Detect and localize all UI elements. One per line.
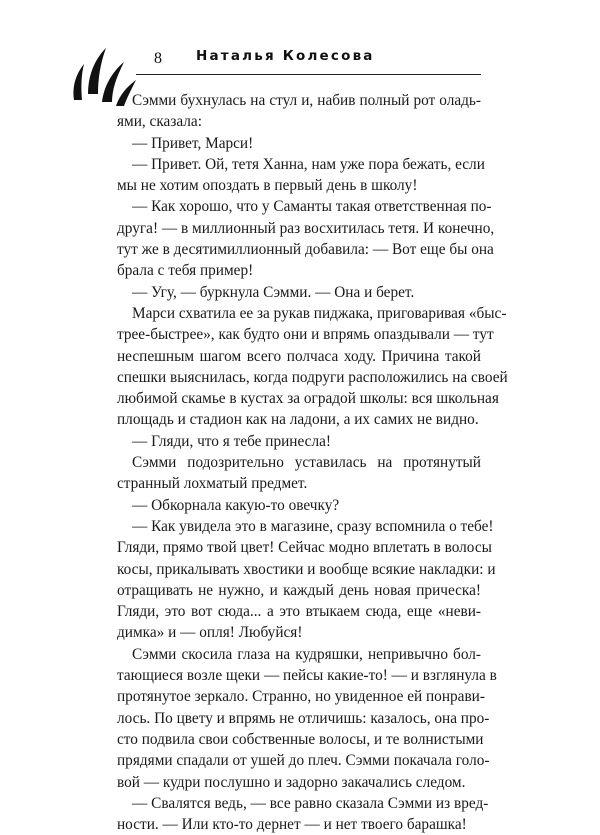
text-line: — Как увидела это в магазине, сразу вспомнила о тебе!: [132, 517, 494, 535]
text-line: — Свалятся ведь, — все равно сказала Сэмми из вред-: [132, 794, 489, 812]
text-line: ями, сказала:: [117, 113, 202, 131]
header-rule: [136, 74, 481, 75]
text-line: — Гляди, что я тебе принесла!: [132, 432, 331, 450]
text-line: лось. По цвету и впрямь не отличишь: казалось, она про-: [117, 709, 490, 727]
text-line: — Угу, — буркнула Сэмми. — Она и берет.: [132, 283, 415, 301]
text-line: — Обкорнала какую-то овечку?: [132, 496, 340, 514]
text-line: отращивать не нужно, и каждый день новая прическа!: [117, 581, 481, 599]
body-text: [117, 90, 508, 835]
text-line: вой — кудри послушно и задорно закачались следом.: [117, 773, 466, 791]
text-line: Гляди, это вот сюда... а это втыкаем сюда, еще «неви-: [117, 603, 481, 621]
text-line: брала с тебя пример!: [117, 262, 254, 280]
text-line: друга! — в миллионный раз восхитилась тетя. И конечно,: [117, 219, 495, 237]
text-line: любимой скамье в кустах за оградой школы: вся школьная: [117, 390, 499, 408]
text-line: косы, прикалывать хвостики и вообще всякие накладки: и: [117, 560, 496, 578]
text-line: тут же в десятимиллионный добавила: — Вот еще бы она: [117, 241, 494, 259]
text-line: ности. — Или кто-то дернет — и нет твоего барашка!: [117, 816, 467, 834]
text-line: странный лохматый предмет.: [117, 475, 308, 493]
text-line: мы не хотим опоздать в первый день в школу!: [117, 177, 418, 195]
running-header-author: Наталья Колесова: [196, 48, 375, 64]
text-line: димка» и — опля! Любуйся!: [117, 624, 303, 642]
text-line: спешки выяснилась, когда подруги расположились на своей: [117, 368, 508, 386]
text-line: протянутое зеркало. Странно, но увиденное ей понрави-: [117, 688, 485, 706]
text-line: — Как хорошо, что у Саманты такая ответственная по-: [132, 198, 492, 216]
text-line: Сэмми подозрительно уставилась на протянутый: [132, 454, 481, 472]
text-line: — Привет. Ой, тетя Ханна, нам уже пора бежать, если: [132, 155, 485, 173]
text-line: прядями спадали от ушей до плеч. Сэмми покачала голо-: [117, 752, 490, 770]
text-line: — Привет, Марси!: [132, 134, 254, 152]
text-line: сто подвила свои собственные волосы, и те волнистыми: [117, 730, 484, 748]
text-line: неспешным шагом всего полчаса ходу. Причина такой: [117, 347, 481, 365]
text-line: Марси схватила ее за рукав пиджака, приговаривая «быс-: [132, 304, 507, 322]
page-number: 8: [154, 50, 162, 67]
text-line: площадь и стадион как на ладони, а их самих не видно.: [117, 411, 479, 429]
text-line: Сэмми бухнулась на стул и, набив полный рот оладь-: [132, 92, 481, 109]
text-line: трее-быстрее», как будто они и впрямь опаздывали — тут: [117, 326, 494, 344]
text-line: Сэмми скосила глаза на кудряшки, непривычно бол-: [132, 645, 481, 663]
text-line: тающиеся возле щеки — пейсы какие-то! — и взглянула в: [117, 667, 497, 685]
text-line: Гляди, прямо твой цвет! Сейчас модно вплетать в волосы: [117, 539, 492, 557]
